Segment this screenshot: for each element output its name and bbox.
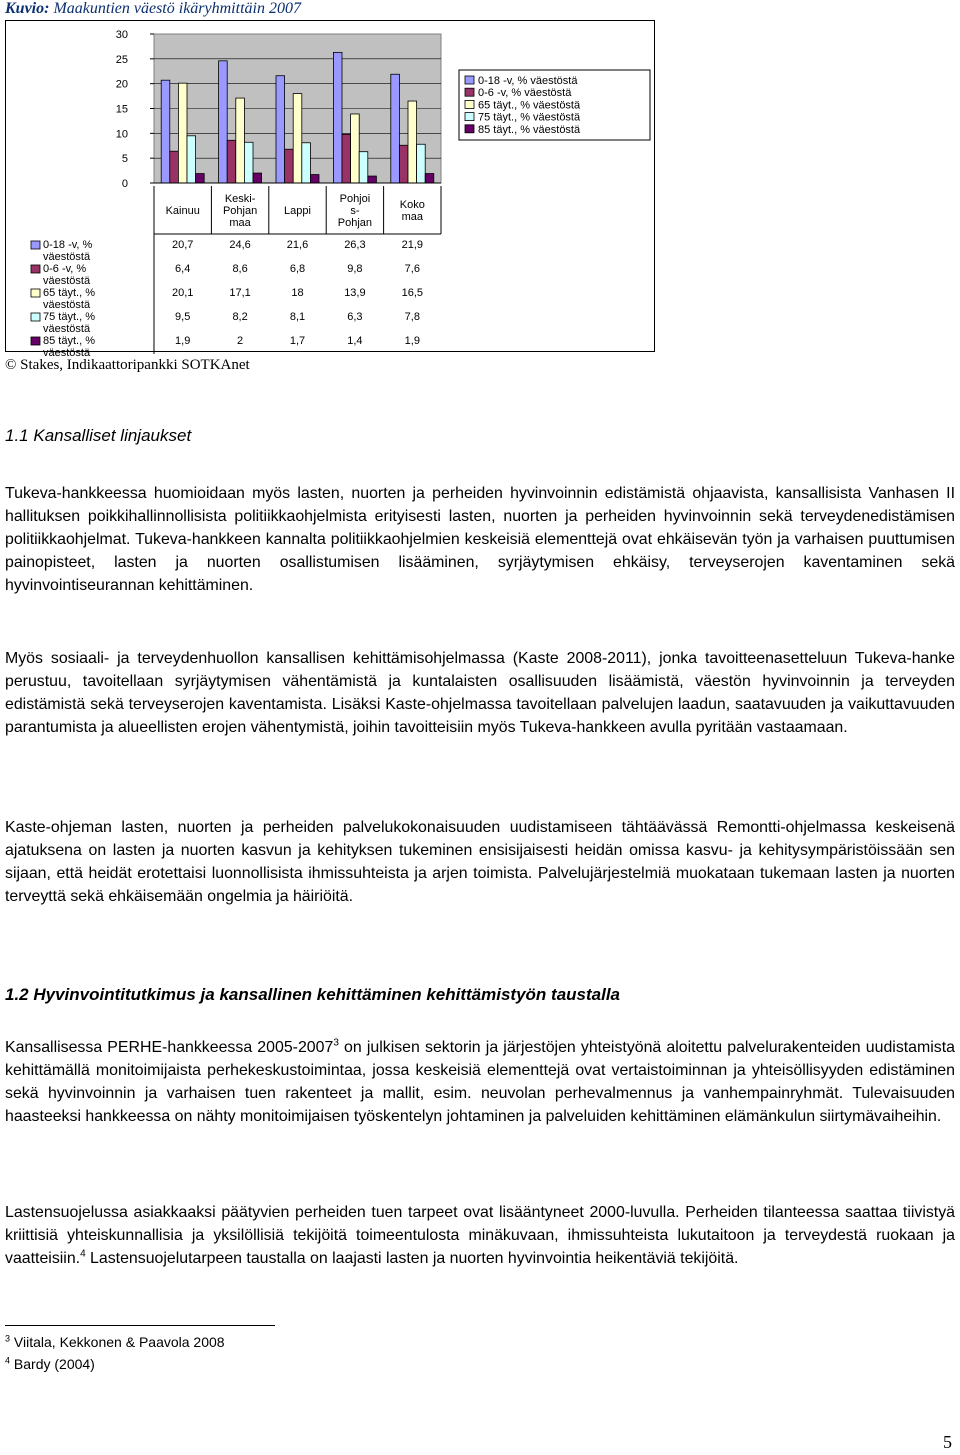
bar [244, 142, 253, 183]
footnote-text: Bardy (2004) [10, 1356, 95, 1372]
bar [408, 101, 417, 183]
paragraph-4-start: Kansallisessa PERHE-hankkeessa 2005-2007 [5, 1039, 334, 1056]
category-label: Lappi [284, 205, 311, 217]
row-label: 75 täyt., % [43, 311, 95, 323]
bar [219, 61, 228, 183]
category-label: Kainuu [165, 205, 200, 217]
y-tick-label: 10 [115, 128, 128, 141]
table-cell-value: 1,7 [289, 335, 306, 347]
bar [425, 174, 434, 183]
footnote-3 [5, 1334, 225, 1350]
footnote-ref-4[interactable]: 4 [80, 1248, 86, 1260]
footnote-ref-3[interactable]: 3 [333, 1037, 339, 1049]
category-label: maa [229, 217, 251, 229]
table-cell-value: 21,9 [401, 239, 424, 251]
bar [170, 151, 179, 183]
paragraph-5-start: Lastensuojelussa asiakkaaksi päätyvien perheiden tuen tarpeet ovat lisääntyneet 2000-luvulla. Perheiden tilanteessa saattaa tiivistyä kriittisiä yhteiskunnallisia ja yksilöllisiä tekijöitä toimeentulosta minäkuvaan, ihmissuhteista lukutaitoon ja terveydestä ruokaan ja vaatteisiin. [5, 1204, 955, 1267]
bar [276, 76, 285, 183]
y-tick-label: 15 [115, 103, 128, 116]
row-label: väestöstä [43, 275, 91, 287]
table-legend-key [31, 337, 40, 345]
table-legend-key [31, 265, 40, 273]
table-cell-value: 6,4 [175, 263, 191, 275]
table-cell-value: 1,9 [175, 335, 191, 347]
bar [391, 74, 400, 183]
caption-text: Maakuntien väestö ikäryhmittäin 2007 [49, 0, 301, 17]
legend-label: 0-6 -v, % väestöstä [478, 87, 572, 100]
category-label: Pohjan [222, 205, 258, 217]
footnote-divider [5, 1325, 275, 1326]
table-cell-value: 20,7 [171, 239, 194, 251]
category-label: Koko [399, 199, 425, 211]
paragraph-4-end: on julkisen sektorin ja järjestöjen yhteistyönä aloitettu palvelurakenteiden uudistamista kehittämällä monitoimijaista perhekeskustoimintaa, jossa keskeisiä elementtejä ovat vertaistoiminnan ja yhteisöllisyyden edistäminen sekä hyvinvoinnin ja varhaisen tuen rakenteet ja mallit, esim. neuvolan perhevalmennus ja vanhempainryhmät. Tulevaisuuden haasteeksi hankkeessa on nähty monitoimijaisen työskentelyn johtaminen ja palveluiden kehittäminen elämänkulun siirtymävaiheihin. [5, 1039, 955, 1125]
paragraph-3: Kaste-ohjeman lasten, nuorten ja perheiden palvelukokonaisuuden uudistamiseen tähtäävässä Remontti-ohjelmassa keskeisenä ajatuksena on lasten ja nuorten kasvun ja kehityksen tukeminen ensisijaisesti heidän omissa kasvu- ja kehitysympäristöissään sen sijaan, että heidät erotettaisi luonnollisista ihmissuhteista ja arjen toimista. Palvelujärjestelmiä muokataan tukemaan lasten ja nuorten terveyttä sekä ehkäisemään ongelmia ja häiriöitä. [5, 819, 955, 905]
legend-label: 65 täyt., % väestöstä [478, 99, 581, 112]
bar [253, 173, 262, 183]
table-cell-value: 6,3 [347, 311, 363, 323]
row-label: väestöstä [43, 299, 91, 311]
table-cell-value: 1,4 [347, 335, 363, 347]
legend-label: 85 täyt., % väestöstä [478, 123, 581, 136]
table-cell-value: 2 [237, 335, 244, 347]
category-label: maa [401, 211, 424, 223]
paragraph-4 [5, 1037, 955, 1129]
table-cell-value: 8,2 [232, 311, 248, 323]
row-label: 85 täyt., % [43, 335, 95, 347]
table-cell-value: 9,8 [347, 263, 363, 275]
footnote-number: 3 [5, 1333, 11, 1344]
section-heading-1-1: 1.1 Kansalliset linjaukset [5, 426, 192, 445]
source-credit: © Stakes, Indikaattoripankki SOTKAnet [5, 357, 250, 373]
legend-swatch [465, 88, 474, 96]
paragraph-5-end: Lastensuojelutarpeen taustalla on laajasti lasten ja nuorten hyvinvointia heikentäviä tekijöitä. [85, 1249, 739, 1267]
category-label: Keski- [224, 193, 256, 205]
table-cell-value: 18 [291, 287, 304, 299]
row-label: väestöstä [43, 251, 91, 263]
table-cell-value: 16,5 [401, 287, 424, 299]
legend-label: 0-18 -v, % väestöstä [478, 75, 578, 87]
table-legend-key [31, 289, 40, 297]
legend-label: 75 täyt., % väestöstä [478, 111, 581, 124]
bar [359, 152, 368, 183]
y-tick-label: 5 [121, 153, 128, 166]
table-cell-value: 13,9 [344, 287, 366, 299]
bar [368, 176, 377, 183]
y-tick-label: 20 [115, 78, 128, 91]
bar [285, 149, 294, 183]
bar [293, 94, 302, 183]
category-label: Pohjan [337, 217, 373, 229]
table-cell-value: 8,6 [232, 263, 248, 275]
table-legend-key [31, 241, 40, 249]
category-label: s- [350, 205, 360, 217]
table-cell-value: 1,9 [404, 335, 420, 347]
bar [351, 114, 360, 183]
table-cell-value: 17,1 [229, 287, 251, 299]
legend-swatch [465, 100, 474, 108]
paragraph-2: Myös sosiaali- ja terveydenhuollon kansallisen kehittämisohjelmassa (Kaste 2008-2011), jonka tavoitteenasetteluun Tukeva-hanke perustuu, tavoitellaan syrjäytymisen vähentämistä ja kuntalaisten osallisuuden lisäämistä, väestön hyvinvoinnin ja terveyden edistämistä sekä terveyserojen kaventamista. Lisäksi Kaste-ohjelmassa tavoitellaan palvelujen laadun, saatavuuden ja vaikuttavuuden parantumista ja alueellisten erojen vähentymistä, joihin tavoitteisiin myös Tukeva-hankkeen avulla pyritään vastaamaan. [5, 650, 955, 736]
table-cell-value: 8,1 [289, 311, 306, 323]
y-tick-label: 0 [121, 178, 128, 190]
section-heading-1-2: 1.2 Hyvinvointitutkimus ja kansallinen kehittäminen kehittämistyön taustalla [5, 985, 621, 1004]
bar [187, 136, 196, 183]
bar [333, 52, 342, 183]
row-label: 0-18 -v, % [43, 239, 93, 251]
table-cell-value: 6,8 [289, 263, 306, 275]
page-number: 5 [943, 1432, 952, 1452]
figure-caption [5, 0, 301, 18]
y-tick-label: 25 [115, 53, 128, 66]
bar [342, 134, 351, 183]
bar [178, 83, 187, 183]
bar [196, 174, 205, 183]
bar [236, 98, 245, 183]
row-label: 0-6 -v, % [43, 263, 87, 275]
category-label: Pohjoi [339, 193, 371, 205]
table-cell-value: 21,6 [286, 239, 309, 251]
y-tick-label: 30 [115, 29, 128, 41]
legend-swatch [465, 113, 474, 121]
bar-chart [6, 21, 654, 359]
footnote-text: Viitala, Kekkonen & Paavola 2008 [10, 1334, 225, 1350]
table-cell-value: 24,6 [229, 239, 251, 251]
legend-swatch [465, 76, 474, 84]
paragraph-5 [5, 1202, 955, 1271]
footnote-4 [5, 1356, 95, 1372]
bar [227, 140, 236, 183]
bar [310, 175, 319, 183]
table-cell-value: 7,8 [404, 311, 420, 323]
bar [302, 143, 311, 183]
bar [417, 144, 426, 183]
table-cell-value: 9,5 [175, 311, 191, 323]
footnote-number: 4 [5, 1355, 11, 1366]
row-label: väestöstä [43, 347, 91, 359]
chart-frame [5, 20, 655, 359]
row-label: 65 täyt., % [43, 287, 95, 299]
paragraph-1: Tukeva-hankkeessa huomioidaan myös lasten, nuorten ja perheiden hyvinvoinnin edistämistä ohjaavista, kansallisista Vanhasen II hallituksen poikkihallinnollisista politiikkaohjelmista erityisesti lasten, nuorten ja perheiden hyvinvoinnin sekä terveydenedistämisen politiikkaohjelmat. Tukeva-hankkeen kannalta politiikkaohjelmien keskeisiä elementtejä ovat ehkäisevän työn ja varhaisen puuttumisen painopisteet, lasten ja nuorten osallistumisen lisääminen, syrjäytymisen ehkäisy, terveyserojen kaventaminen sekä hyvinvointiseurannan kehittäminen. [5, 485, 955, 594]
bar [161, 80, 170, 183]
caption-prefix: Kuvio: [5, 0, 50, 17]
row-label: väestöstä [43, 323, 91, 335]
bar [399, 145, 408, 183]
table-cell-value: 20,1 [171, 287, 194, 299]
table-cell-value: 7,6 [404, 263, 420, 275]
table-cell-value: 26,3 [344, 239, 366, 251]
legend-swatch [465, 125, 474, 133]
table-legend-key [31, 313, 40, 321]
